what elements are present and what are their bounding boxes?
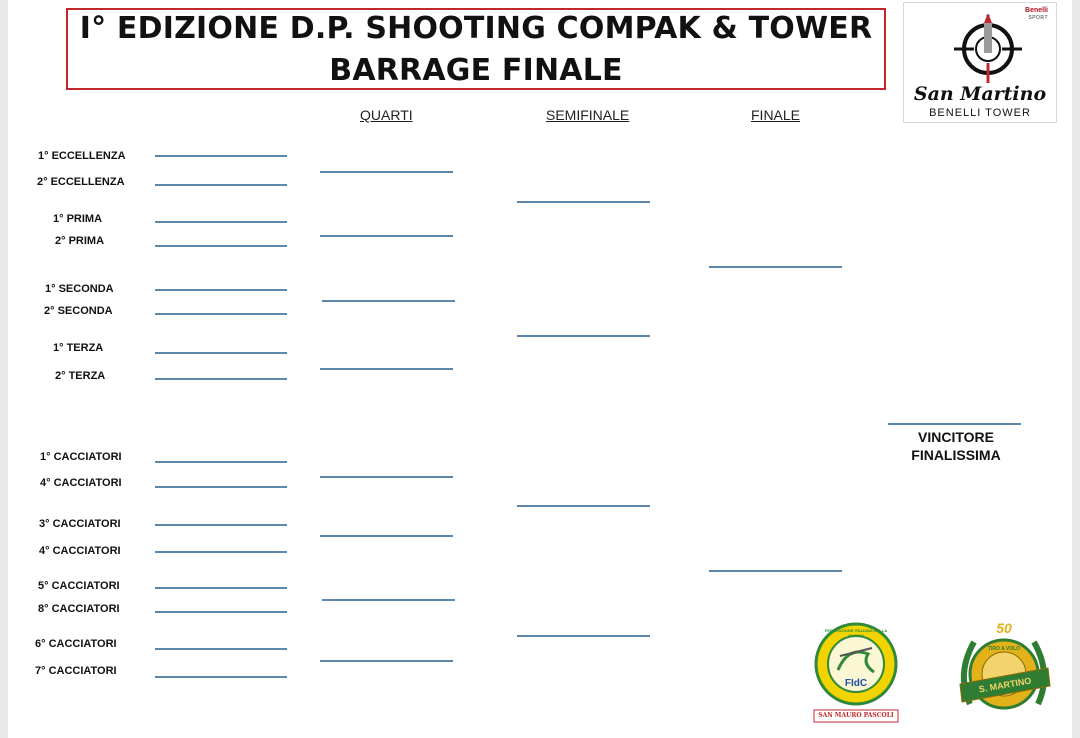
- participant-label-3: 1° PRIMA: [53, 213, 103, 225]
- title-line-2: BARRAGE FINALE: [329, 53, 623, 88]
- benelli-brand-name: Benelli: [1025, 7, 1048, 14]
- participant-label-10: 4° CACCIATORI: [40, 477, 122, 489]
- participant-label-2: 2° ECCELLENZA: [37, 176, 125, 188]
- benelli-brand: [1025, 7, 1048, 21]
- participant-label-9: 1° CACCIATORI: [40, 451, 122, 463]
- entry-slot-9[interactable]: [155, 461, 287, 463]
- finale-slot-1[interactable]: [709, 266, 842, 268]
- semifinale-slot-1[interactable]: [517, 201, 650, 203]
- participant-label-5: 1° SECONDA: [45, 283, 114, 295]
- fidc-acronym: FIdC: [844, 678, 868, 689]
- fidc-banner: SAN MAURO PASCOLI: [818, 712, 894, 719]
- club-anniversary: 50: [996, 620, 1012, 636]
- fidc-ring-text: FEDERAZIONE ITALIANA DELLA CACCIA: [824, 628, 888, 638]
- semifinale-slot-4[interactable]: [517, 635, 650, 637]
- entry-slot-5[interactable]: [155, 289, 287, 291]
- participant-label-14: 8° CACCIATORI: [38, 603, 120, 615]
- participant-label-7: 1° TERZA: [53, 342, 104, 354]
- round-header-finale: FINALE: [751, 107, 801, 123]
- participant-label-16: 7° CACCIATORI: [35, 665, 117, 677]
- logo-subtitle: BENELLI TOWER: [929, 107, 1031, 119]
- entry-slot-16[interactable]: [155, 676, 287, 678]
- title-box: [66, 8, 886, 90]
- club-banner: S. MARTINO: [978, 675, 1032, 695]
- participant-label-1: 1° ECCELLENZA: [38, 150, 126, 162]
- participant-label-15: 6° CACCIATORI: [35, 638, 117, 650]
- entry-slot-11[interactable]: [155, 524, 287, 526]
- entry-slot-7[interactable]: [155, 352, 287, 354]
- logo-name: San Martino: [913, 83, 1047, 105]
- participant-label-6: 2° SECONDA: [44, 305, 113, 317]
- right-border-strip: [1072, 0, 1080, 738]
- winner-label: [888, 428, 1024, 464]
- entry-slot-2[interactable]: [155, 184, 287, 186]
- fidc-seal: [808, 620, 904, 726]
- entry-slot-15[interactable]: [155, 648, 287, 650]
- quarti-slot-2[interactable]: [320, 235, 453, 237]
- entry-slot-6[interactable]: [155, 313, 287, 315]
- crosshair-target-icon: [950, 9, 1026, 85]
- left-border-strip: [0, 0, 8, 738]
- entry-slot-1[interactable]: [155, 155, 287, 157]
- finale-slot-2[interactable]: [709, 570, 842, 572]
- participant-label-11: 3° CACCIATORI: [39, 518, 121, 530]
- san-martino-logo: [903, 2, 1057, 123]
- participant-label-8: 2° TERZA: [55, 370, 106, 382]
- club-ring-text: TIRO A VOLO: [987, 646, 1021, 652]
- title-line-1: I° EDIZIONE D.P. SHOOTING COMPAK & TOWER: [79, 11, 873, 46]
- quarti-slot-6[interactable]: [320, 535, 453, 537]
- winner-label-line-1: VINCITORE: [918, 429, 994, 445]
- quarti-slot-4[interactable]: [320, 368, 453, 370]
- quarti-slot-7[interactable]: [322, 599, 455, 601]
- entry-slot-12[interactable]: [155, 551, 287, 553]
- winner-slot[interactable]: [888, 423, 1021, 425]
- entry-slot-10[interactable]: [155, 486, 287, 488]
- benelli-brand-sub: SPORT: [1028, 15, 1048, 21]
- participant-label-4: 2° PRIMA: [55, 235, 105, 247]
- entry-slot-13[interactable]: [155, 587, 287, 589]
- entry-slot-14[interactable]: [155, 611, 287, 613]
- quarti-slot-1[interactable]: [320, 171, 453, 173]
- participant-label-12: 4° CACCIATORI: [39, 545, 121, 557]
- entry-slot-4[interactable]: [155, 245, 287, 247]
- quarti-slot-5[interactable]: [320, 476, 453, 478]
- round-header-quarti: QUARTI: [360, 107, 413, 123]
- entry-slot-8[interactable]: [155, 378, 287, 380]
- club-seal: [954, 618, 1054, 728]
- participant-label-13: 5° CACCIATORI: [38, 580, 120, 592]
- round-header-semifinale: SEMIFINALE: [546, 107, 630, 123]
- entry-slot-3[interactable]: [155, 221, 287, 223]
- semifinale-slot-2[interactable]: [517, 335, 650, 337]
- quarti-slot-3[interactable]: [322, 300, 455, 302]
- winner-label-line-2: FINALISSIMA: [911, 447, 1001, 463]
- quarti-slot-8[interactable]: [320, 660, 453, 662]
- semifinale-slot-3[interactable]: [517, 505, 650, 507]
